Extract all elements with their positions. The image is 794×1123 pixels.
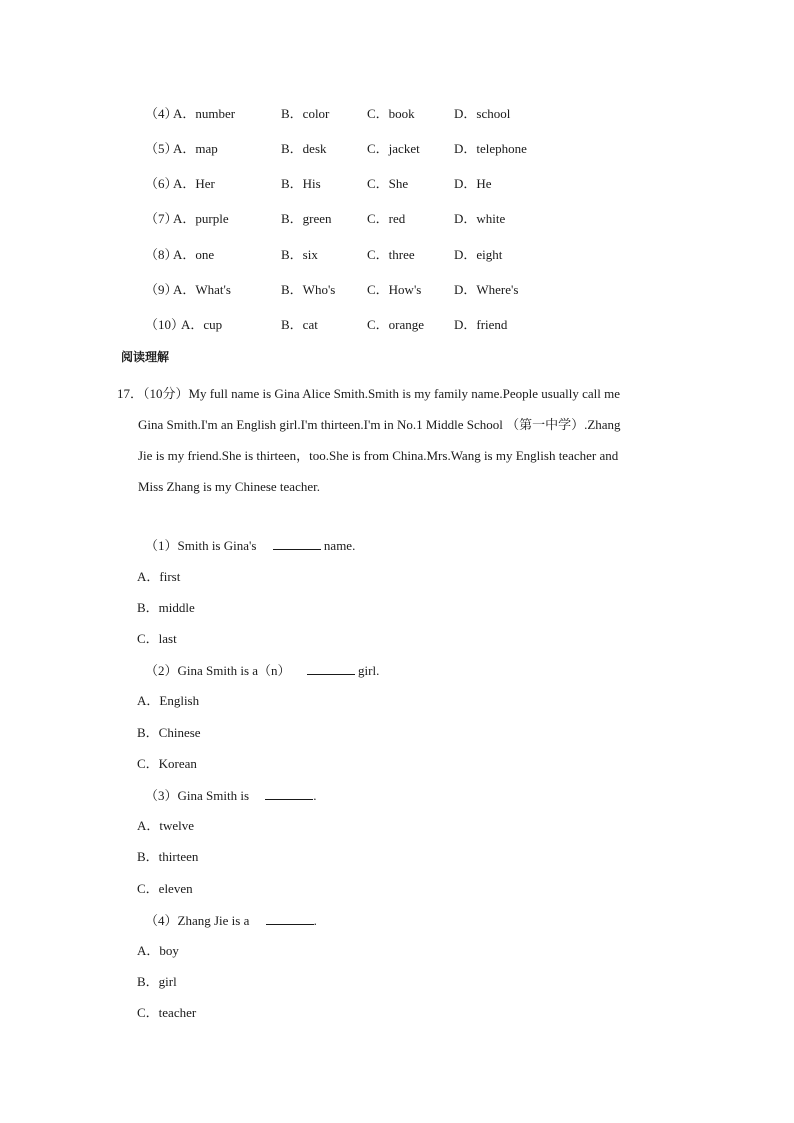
option-c: C．red <box>367 211 406 226</box>
question-number: （6） <box>145 176 178 191</box>
stem-tail: girl. <box>358 663 380 678</box>
question-number: （9） <box>145 282 178 297</box>
option-a: A．cup <box>181 317 223 332</box>
option-b: B．cat <box>281 317 318 332</box>
answer-blank[interactable] <box>273 535 321 550</box>
stem-text: （4）Zhang Jie is a <box>145 913 250 928</box>
option-b: B．six <box>281 247 318 262</box>
option-d: D．Where's <box>454 282 519 297</box>
answer-blank[interactable] <box>307 660 355 675</box>
choice-b[interactable]: B．middle <box>137 600 195 615</box>
choice-a[interactable]: A．first <box>137 569 181 584</box>
option-c: C．orange <box>367 317 425 332</box>
choice-c[interactable]: C．Korean <box>137 756 197 771</box>
option-b: B．Who's <box>281 282 336 297</box>
option-row <box>0 139 794 159</box>
choice-c[interactable]: C．eleven <box>137 881 193 896</box>
option-c: C．She <box>367 176 409 191</box>
option-d: D．He <box>454 176 492 191</box>
option-a: A．purple <box>173 211 229 226</box>
option-d: D．white <box>454 211 506 226</box>
stem-text: （3）Gina Smith is <box>145 788 250 803</box>
question-number: （8） <box>145 247 178 262</box>
option-row <box>0 315 794 335</box>
passage-line: Jie is my friend.She is thirteen，too.She is from China.Mrs.Wang is my English teacher and <box>138 448 619 463</box>
option-a: A．What's <box>173 282 231 297</box>
option-b: B．green <box>281 211 332 226</box>
choice-a[interactable]: A．boy <box>137 943 179 958</box>
option-c: C．How's <box>367 282 422 297</box>
choice-a[interactable]: A．twelve <box>137 818 195 833</box>
option-row <box>0 104 794 124</box>
answer-blank[interactable] <box>265 785 313 800</box>
choice-b[interactable]: B．Chinese <box>137 725 201 740</box>
reading-passage <box>117 378 677 502</box>
passage-line: Gina Smith.I'm an English girl.I'm thirteen.I'm in No.1 Middle School （第一中学）.Zhang <box>138 417 621 432</box>
choice-c[interactable]: C．teacher <box>137 1005 197 1020</box>
option-a: A．Her <box>173 176 215 191</box>
option-row <box>0 174 794 194</box>
choice-c[interactable]: C．last <box>137 631 177 646</box>
question-stem <box>0 910 794 930</box>
question-number: （5） <box>145 141 178 156</box>
option-row <box>0 280 794 300</box>
option-c: C．jacket <box>367 141 420 156</box>
option-c: C．book <box>367 106 415 121</box>
passage-line: 17．（10分）My full name is Gina Alice Smith.Smith is my family name.People usually call me <box>117 386 620 401</box>
stem-text: （2）Gina Smith is a（n） <box>145 663 291 678</box>
option-a: A．map <box>173 141 218 156</box>
question-stem <box>0 785 794 805</box>
option-d: D．school <box>454 106 511 121</box>
option-b: B．His <box>281 176 321 191</box>
stem-tail: . <box>313 788 317 803</box>
option-a: A．one <box>173 247 215 262</box>
choice-a[interactable]: A．English <box>137 693 200 708</box>
stem-text: （1）Smith is Gina's <box>145 538 257 553</box>
option-row <box>0 245 794 265</box>
option-d: D．friend <box>454 317 508 332</box>
question-number: （10） <box>145 317 185 332</box>
option-b: B．desk <box>281 141 327 156</box>
stem-tail: name. <box>323 538 356 553</box>
option-d: D．eight <box>454 247 503 262</box>
question-stem <box>0 660 794 680</box>
stem-tail: . <box>313 913 317 928</box>
question-number: （4） <box>145 106 178 121</box>
option-a: A．number <box>173 106 236 121</box>
option-row <box>0 209 794 229</box>
question-stem <box>0 535 794 555</box>
question-number: （7） <box>145 211 178 226</box>
option-d: D．telephone <box>454 141 527 156</box>
option-c: C．three <box>367 247 415 262</box>
choice-b[interactable]: B．girl <box>137 974 177 989</box>
choice-b[interactable]: B．thirteen <box>137 849 199 864</box>
section-title: 阅读理解 <box>121 350 170 364</box>
answer-blank[interactable] <box>266 910 314 925</box>
option-b: B．color <box>281 106 330 121</box>
passage-line: Miss Zhang is my Chinese teacher. <box>138 479 320 494</box>
